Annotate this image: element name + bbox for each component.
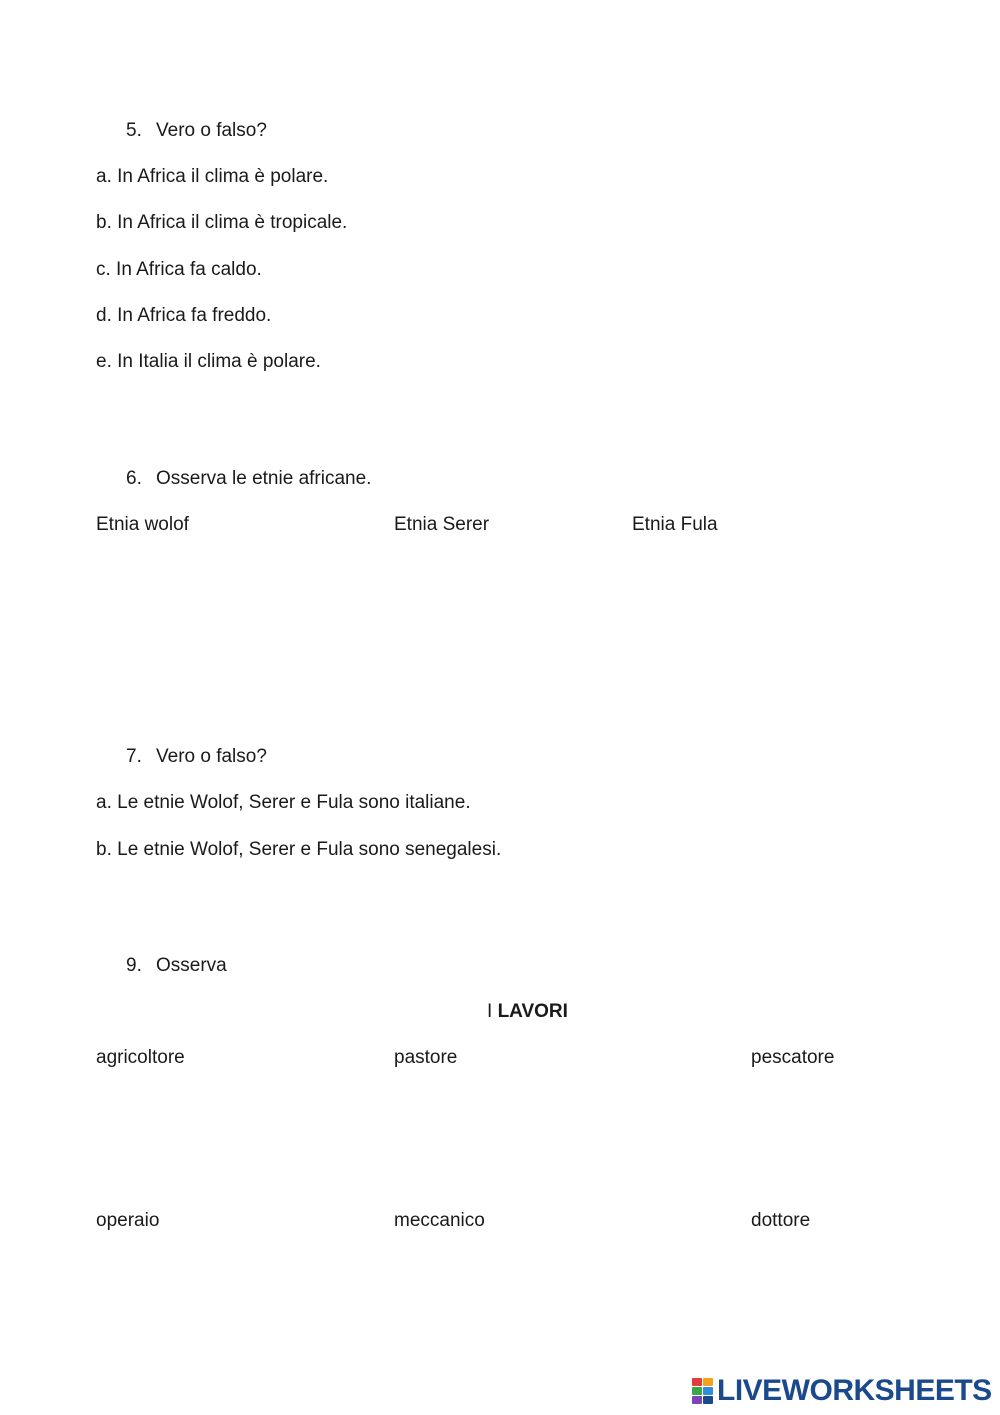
job-agricoltore: agricoltore — [96, 1047, 185, 1068]
q7-item-b: b. Le etnie Wolof, Serer e Fula sono senegalesi. — [96, 839, 502, 860]
logo-square-1 — [692, 1378, 702, 1386]
q9-title: Osserva — [156, 955, 227, 976]
q9-number: 9. — [126, 955, 142, 976]
logo-square-6 — [703, 1396, 713, 1404]
liveworksheets-logo-icon — [692, 1378, 714, 1404]
logo-square-4 — [703, 1387, 713, 1395]
q5-number: 5. — [126, 120, 142, 141]
logo-square-3 — [692, 1387, 702, 1395]
q5-item-a: a. In Africa il clima è polare. — [96, 166, 329, 187]
q6-number: 6. — [126, 468, 142, 489]
q5-item-b: b. In Africa il clima è tropicale. — [96, 212, 348, 233]
q9-heading-bold: LAVORI — [497, 1001, 568, 1022]
q7-title: Vero o falso? — [156, 746, 267, 767]
q5-title: Vero o falso? — [156, 120, 267, 141]
logo-square-2 — [703, 1378, 713, 1386]
job-operaio: operaio — [96, 1210, 160, 1231]
q7-item-a: a. Le etnie Wolof, Serer e Fula sono italiane. — [96, 792, 471, 813]
job-meccanico: meccanico — [394, 1210, 485, 1231]
job-pescatore: pescatore — [751, 1047, 835, 1068]
job-dottore: dottore — [751, 1210, 811, 1231]
q5-item-c: c. In Africa fa caldo. — [96, 259, 262, 280]
q6-label-serer: Etnia Serer — [394, 514, 490, 535]
logo-square-5 — [692, 1396, 702, 1404]
q6-label-fula: Etnia Fula — [632, 514, 718, 535]
liveworksheets-logo-text: LIVEWORKSHEETS — [717, 1374, 992, 1407]
q5-item-e: e. In Italia il clima è polare. — [96, 351, 321, 372]
q6-label-wolof: Etnia wolof — [96, 514, 189, 535]
q9-heading-prefix: I — [487, 1001, 498, 1022]
q6-title: Osserva le etnie africane. — [156, 468, 372, 489]
q5-item-d: d. In Africa fa freddo. — [96, 305, 272, 326]
job-pastore: pastore — [394, 1047, 458, 1068]
q9-heading — [487, 1001, 568, 1023]
liveworksheets-logo — [692, 1376, 992, 1406]
q7-number: 7. — [126, 746, 142, 767]
